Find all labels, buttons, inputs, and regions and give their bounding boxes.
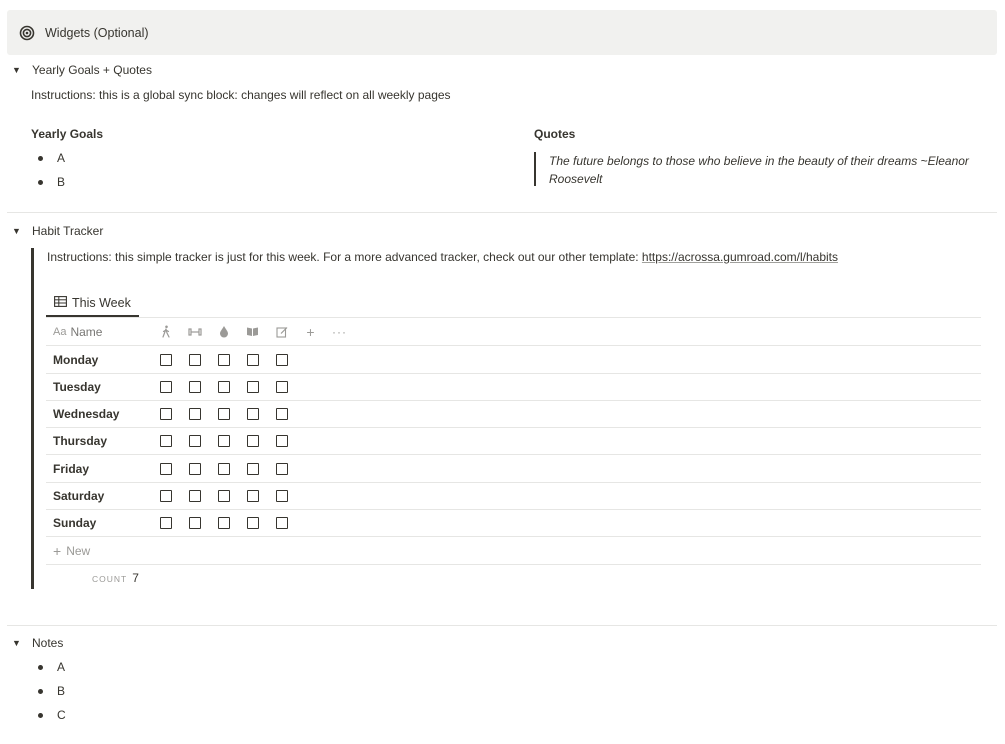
toggle-title: Habit Tracker (32, 224, 104, 238)
table-row[interactable] (46, 509, 981, 537)
dumbbell-icon[interactable] (180, 327, 209, 337)
tab-label: This Week (72, 295, 131, 310)
habit-checkbox[interactable] (218, 408, 230, 420)
journal-icon[interactable] (267, 326, 296, 338)
name-header-label: Name (70, 324, 103, 339)
row-name[interactable]: Tuesday (53, 379, 101, 394)
text-property-icon: Aa (53, 325, 67, 338)
habit-checkbox[interactable] (218, 517, 230, 529)
quotes-heading: Quotes (534, 127, 576, 141)
view-tabs (46, 290, 139, 317)
habit-checkbox[interactable] (276, 381, 288, 393)
table-row[interactable] (46, 346, 981, 374)
list-item: B (38, 684, 65, 698)
habit-checkbox[interactable] (189, 408, 201, 420)
add-property-icon[interactable]: + (306, 323, 315, 340)
count-value: 7 (132, 571, 139, 585)
habit-checkbox[interactable] (160, 517, 172, 529)
list-item: B (38, 175, 65, 189)
habit-checkbox[interactable] (189, 435, 201, 447)
row-name[interactable]: Wednesday (53, 406, 120, 421)
table-row[interactable] (46, 427, 981, 455)
habit-instructions: Instructions: this simple tracker is just for this week. For a more advanced tracker, check out our other template: https://acrossa.gumroad.com/l/habits (47, 250, 839, 264)
table-row[interactable] (46, 373, 981, 401)
table-icon (54, 296, 67, 310)
habit-checkbox[interactable] (218, 354, 230, 366)
habit-checkbox[interactable] (160, 408, 172, 420)
count-label: COUNT (92, 574, 128, 584)
habit-checkbox[interactable] (189, 517, 201, 529)
row-name[interactable]: Friday (53, 461, 90, 476)
target-icon (19, 25, 35, 41)
habit-checkbox[interactable] (276, 354, 288, 366)
habit-checkbox[interactable] (276, 463, 288, 475)
quote-line: The future belongs to those who believe in the beauty of their dreams ~Eleanor (549, 154, 969, 168)
toggle-habit-tracker[interactable] (12, 224, 103, 238)
yearly-instructions: Instructions: this is a global sync block: changes will reflect on all weekly pages (31, 88, 451, 102)
water-drop-icon[interactable] (209, 325, 238, 338)
new-row-label: New (66, 543, 91, 558)
habit-checkbox[interactable] (189, 463, 201, 475)
habit-checkbox[interactable] (247, 381, 259, 393)
divider (7, 212, 997, 213)
row-name[interactable]: Monday (53, 352, 99, 367)
row-name[interactable]: Sunday (53, 515, 97, 530)
habit-checkbox[interactable] (218, 381, 230, 393)
callout-title: Widgets (Optional) (45, 25, 149, 40)
habits-template-link[interactable]: https://acrossa.gumroad.com/l/habits (641, 250, 839, 264)
table-header (46, 318, 981, 346)
habit-checkbox[interactable] (160, 354, 172, 366)
list-item: A (38, 660, 65, 674)
toggle-title: Yearly Goals + Quotes (32, 63, 152, 77)
habit-checkbox[interactable] (218, 490, 230, 502)
habit-checkbox[interactable] (189, 490, 201, 502)
row-name[interactable]: Thursday (53, 433, 108, 448)
plus-icon: + (53, 542, 62, 559)
count-summary[interactable] (92, 571, 139, 585)
quote-line: Roosevelt (549, 172, 603, 186)
synced-block-border (31, 248, 34, 589)
toggle-yearly-goals[interactable] (12, 63, 152, 77)
divider (7, 625, 997, 626)
habit-checkbox[interactable] (276, 490, 288, 502)
yearly-goals-heading: Yearly Goals (31, 127, 104, 141)
widgets-callout (7, 10, 997, 55)
habit-checkbox[interactable] (218, 463, 230, 475)
habit-checkbox[interactable] (160, 463, 172, 475)
habit-checkbox[interactable] (189, 381, 201, 393)
habit-checkbox[interactable] (247, 517, 259, 529)
habit-checkbox[interactable] (276, 435, 288, 447)
habit-checkbox[interactable] (247, 354, 259, 366)
tab-this-week[interactable] (46, 290, 139, 317)
toggle-triangle-icon[interactable]: ▼ (12, 65, 21, 75)
table-row[interactable] (46, 482, 981, 510)
habit-checkbox[interactable] (276, 517, 288, 529)
table-row[interactable] (46, 400, 981, 428)
toggle-triangle-icon[interactable]: ▼ (12, 638, 21, 648)
habit-checkbox[interactable] (247, 408, 259, 420)
table-row[interactable] (46, 455, 981, 483)
book-icon[interactable] (238, 326, 267, 337)
habit-checkbox[interactable] (189, 354, 201, 366)
quote-block (534, 152, 984, 186)
list-item: A (38, 151, 65, 165)
new-row-button[interactable] (46, 537, 981, 565)
toggle-triangle-icon[interactable]: ▼ (12, 226, 21, 236)
habit-checkbox[interactable] (247, 463, 259, 475)
walk-icon[interactable] (151, 325, 180, 338)
habit-checkbox[interactable] (160, 490, 172, 502)
list-item: C (38, 708, 66, 722)
habit-checkbox[interactable] (160, 435, 172, 447)
habit-checkbox[interactable] (160, 381, 172, 393)
habit-checkbox[interactable] (218, 435, 230, 447)
habit-checkbox[interactable] (247, 435, 259, 447)
name-column-header[interactable] (46, 325, 151, 339)
habit-checkbox[interactable] (247, 490, 259, 502)
toggle-notes[interactable] (12, 636, 63, 650)
more-options-icon[interactable]: ··· (332, 324, 347, 339)
row-name[interactable]: Saturday (53, 488, 105, 503)
habit-checkbox[interactable] (276, 408, 288, 420)
toggle-title: Notes (32, 636, 64, 650)
